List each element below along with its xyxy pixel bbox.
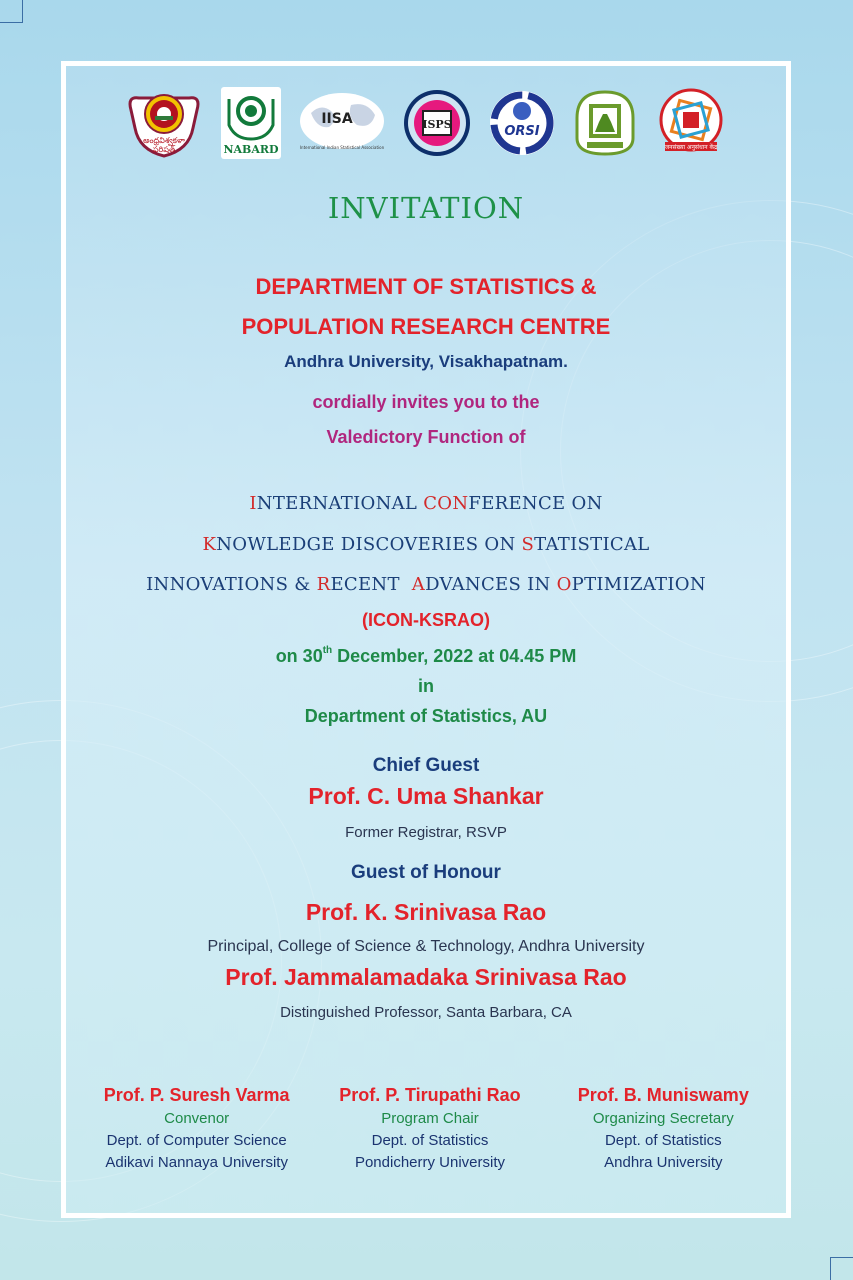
guest-of-honour-name-1: Prof. K. Srinivasa Rao bbox=[305, 899, 547, 925]
chief-guest-heading: Chief Guest bbox=[372, 755, 480, 776]
organizer-dept: Dept. of Statistics bbox=[604, 1132, 722, 1149]
organizer-institution: Adikavi Nannaya University bbox=[105, 1154, 288, 1171]
highlighted-initial: O bbox=[556, 574, 572, 595]
event-venue: Department of Statistics, AU bbox=[304, 706, 548, 726]
guest-of-honour-heading: Guest of Honour bbox=[351, 862, 501, 883]
event-date-ordinal: th bbox=[322, 645, 333, 656]
highlighted-initial: CON bbox=[423, 493, 469, 514]
conference-title-line1 bbox=[66, 493, 786, 514]
organizer-name: Prof. B. Muniswamy bbox=[577, 1085, 749, 1105]
invitation-title: INVITATION bbox=[327, 191, 525, 225]
corner-mark-bottom-right bbox=[830, 1257, 853, 1280]
conference-title-line3 bbox=[66, 574, 786, 595]
svg-text:పరిషత్: పరిషత్ bbox=[152, 145, 176, 154]
event-date-prefix: on 30 bbox=[275, 646, 323, 666]
conference-title-text: ECENT bbox=[330, 574, 412, 595]
nabard-logo bbox=[221, 87, 281, 159]
host-department-line2: POPULATION RESEARCH CENTRE bbox=[241, 314, 611, 339]
organizer-name: Prof. P. Tirupathi Rao bbox=[339, 1085, 521, 1105]
svg-text:International Indian Statistic: International Indian Statistical Association bbox=[299, 145, 385, 150]
svg-text:అంధ్రవిశ్వకళా: అంధ్రవిశ్వకళా bbox=[143, 136, 185, 145]
organizer-institution: Andhra University bbox=[604, 1154, 723, 1171]
guest-of-honour-name-2: Prof. Jammalamadaka Srinivasa Rao bbox=[225, 964, 627, 990]
iisa-logo bbox=[299, 91, 385, 155]
orsi-logo bbox=[489, 89, 555, 157]
highlighted-initial: R bbox=[316, 574, 331, 595]
invite-line1: cordially invites you to the bbox=[312, 392, 540, 412]
isps-logo bbox=[403, 89, 471, 157]
conference-title-text: NOWLEDGE DISCOVERIES ON bbox=[216, 534, 522, 555]
logo-strip bbox=[66, 84, 786, 162]
svg-text:ORSI: ORSI bbox=[504, 124, 540, 139]
highlighted-initial: I bbox=[249, 493, 257, 514]
organizer-dept: Dept. of Computer Science bbox=[106, 1132, 287, 1149]
conference-title-text: PTIMIZATION bbox=[571, 574, 706, 595]
conference-acronym: (ICON-KSRAO) bbox=[362, 610, 490, 630]
highlighted-initial: A bbox=[411, 574, 426, 595]
guest-of-honour-designation-2: Distinguished Professor, Santa Barbara, CA bbox=[280, 1004, 572, 1021]
organizer-program-chair bbox=[313, 1085, 546, 1176]
guest-of-honour-designation-1: Principal, College of Science & Technology, Andhra University bbox=[207, 938, 645, 955]
host-location: Andhra University, Visakhapatnam. bbox=[284, 352, 568, 371]
organizer-convenor bbox=[80, 1085, 313, 1176]
highlighted-initial: K bbox=[202, 534, 217, 555]
host-department-line1: DEPARTMENT OF STATISTICS & bbox=[255, 274, 597, 299]
organizer-institution: Pondicherry University bbox=[354, 1154, 506, 1171]
organizer-role: Organizing Secretary bbox=[592, 1110, 734, 1127]
chief-guest-name: Prof. C. Uma Shankar bbox=[308, 783, 544, 809]
svg-text:IISA: IISA bbox=[321, 111, 353, 127]
organizers bbox=[66, 1085, 786, 1176]
svg-text:ISPS: ISPS bbox=[422, 118, 452, 131]
svg-text:जनसंख्या अनुसंधान केंद्र: जनसंख्या अनुसंधान केंद्र bbox=[664, 144, 718, 151]
conference-title-text: NTERNATIONAL bbox=[256, 493, 424, 514]
event-in: in bbox=[418, 676, 434, 696]
organizer-role: Program Chair bbox=[381, 1110, 479, 1127]
svg-text:NABARD: NABARD bbox=[223, 143, 279, 156]
corner-mark-top-left bbox=[0, 0, 23, 23]
organizer-dept: Dept. of Statistics bbox=[371, 1132, 489, 1149]
organizer-organizing-secretary bbox=[547, 1085, 780, 1176]
invite-line2: Valedictory Function of bbox=[326, 427, 526, 447]
population-research-centre-logo bbox=[655, 88, 727, 158]
sscaa-logo bbox=[573, 88, 637, 158]
chief-guest-designation: Former Registrar, RSVP bbox=[345, 824, 507, 841]
andhra-university-logo bbox=[125, 88, 203, 158]
organizer-name: Prof. P. Suresh Varma bbox=[103, 1085, 290, 1105]
conference-title-text: TATISTICAL bbox=[534, 534, 650, 555]
invitation-card bbox=[61, 61, 791, 1218]
event-date-suffix: December, 2022 at 04.45 PM bbox=[332, 646, 577, 666]
conference-title-text: FERENCE ON bbox=[468, 493, 603, 514]
conference-title-text: DVANCES IN bbox=[425, 574, 557, 595]
conference-title-line2 bbox=[66, 534, 786, 555]
highlighted-initial: S bbox=[521, 534, 535, 555]
organizer-role: Convenor bbox=[164, 1110, 230, 1127]
event-date bbox=[66, 646, 786, 667]
conference-title-text: INNOVATIONS & bbox=[146, 574, 317, 595]
